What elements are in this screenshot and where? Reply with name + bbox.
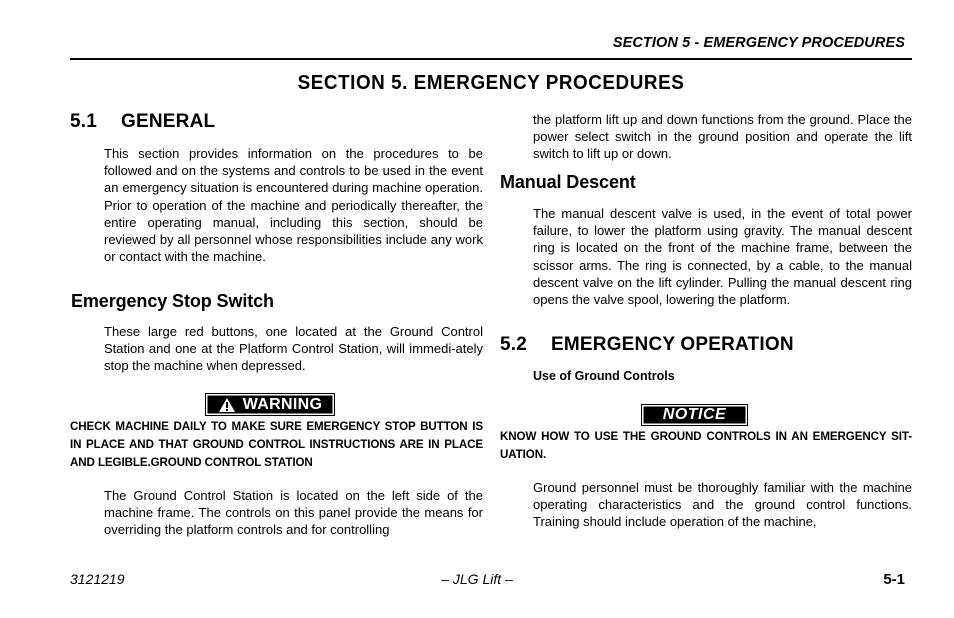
ground-station-continued: the platform lift up and down functions from the ground. Place the power select switch in the ground position and operate the lift switch to lift up or down. (533, 112, 912, 162)
general-heading (70, 111, 215, 133)
running-header: SECTION 5 - EMERGENCY PROCEDURES (612, 35, 905, 51)
warning-text: CHECK MACHINE DAILY TO MAKE SURE EMERGENCY STOP BUTTON IS IN PLACE AND THAT GROUND CONTROL INSTRUCTIONS ARE IN PLACE AND LEGIBLE.GROUND CONTROL STATION (70, 420, 483, 469)
emergency-operation-heading-text: EMERGENCY OPERATION (551, 334, 794, 355)
footer-doc-number: 3121219 (70, 571, 125, 587)
footer-publisher: – JLG Lift – (441, 571, 513, 587)
general-number: 5.1 (70, 111, 98, 132)
manual-descent-heading: Manual Descent (500, 172, 636, 192)
notice-text: KNOW HOW TO USE THE GROUND CONTROLS IN AN EMERGENCY SIT-UATION. (500, 430, 912, 461)
emergency-stop-heading: Emergency Stop Switch (71, 291, 274, 311)
notice-label: NOTICE (662, 406, 727, 423)
ground-personnel-paragraph: Ground personnel must be thoroughly familiar with the machine operating characteristics and the ground control functions. Training should include operation of the machine, (533, 480, 912, 530)
emergency-operation-number: 5.2 (500, 334, 528, 355)
emergency-operation-heading (500, 334, 794, 356)
ground-station-paragraph: The Ground Control Station is located on the left side of the machine frame. The controls on this panel provide the means for overriding the platform controls and for controlling (104, 488, 483, 538)
manual-descent-paragraph: The manual descent valve is used, in the event of total power failure, to lower the platform using gravity. The manual descent ring is located on the front of the machine frame, between the scissor arms. The ring is connected, by a cable, to the manual descent valve on the lift cylinder. Pulling the manual descent ring opens the valve spool, lowering the platform. (533, 206, 912, 308)
header-rule (70, 58, 912, 60)
footer-page-number: 5-1 (883, 571, 905, 588)
notice-banner (641, 404, 748, 426)
ground-controls-subheading: Use of Ground Controls (533, 369, 675, 383)
warning-banner (205, 393, 335, 416)
general-heading-text: GENERAL (121, 111, 216, 132)
section-title: SECTION 5. EMERGENCY PROCEDURES (297, 71, 685, 94)
warning-label: WARNING (242, 395, 323, 413)
general-paragraph: This section provides information on the procedures to be followed and on the systems and controls to be used in the event an emergency situation is encountered during machine operation. Prior to operation of the machine and periodically thereafter, the entire operating manual, including this section, should be reviewed by all personnel whose responsibilities include any work or contact with the machine. (104, 146, 483, 265)
warning-triangle-icon (218, 397, 236, 413)
emergency-stop-paragraph: These large red buttons, one located at the Ground Control Station and one at the Platform Control Station, will immedi-ately stop the machine when depressed. (104, 324, 483, 374)
